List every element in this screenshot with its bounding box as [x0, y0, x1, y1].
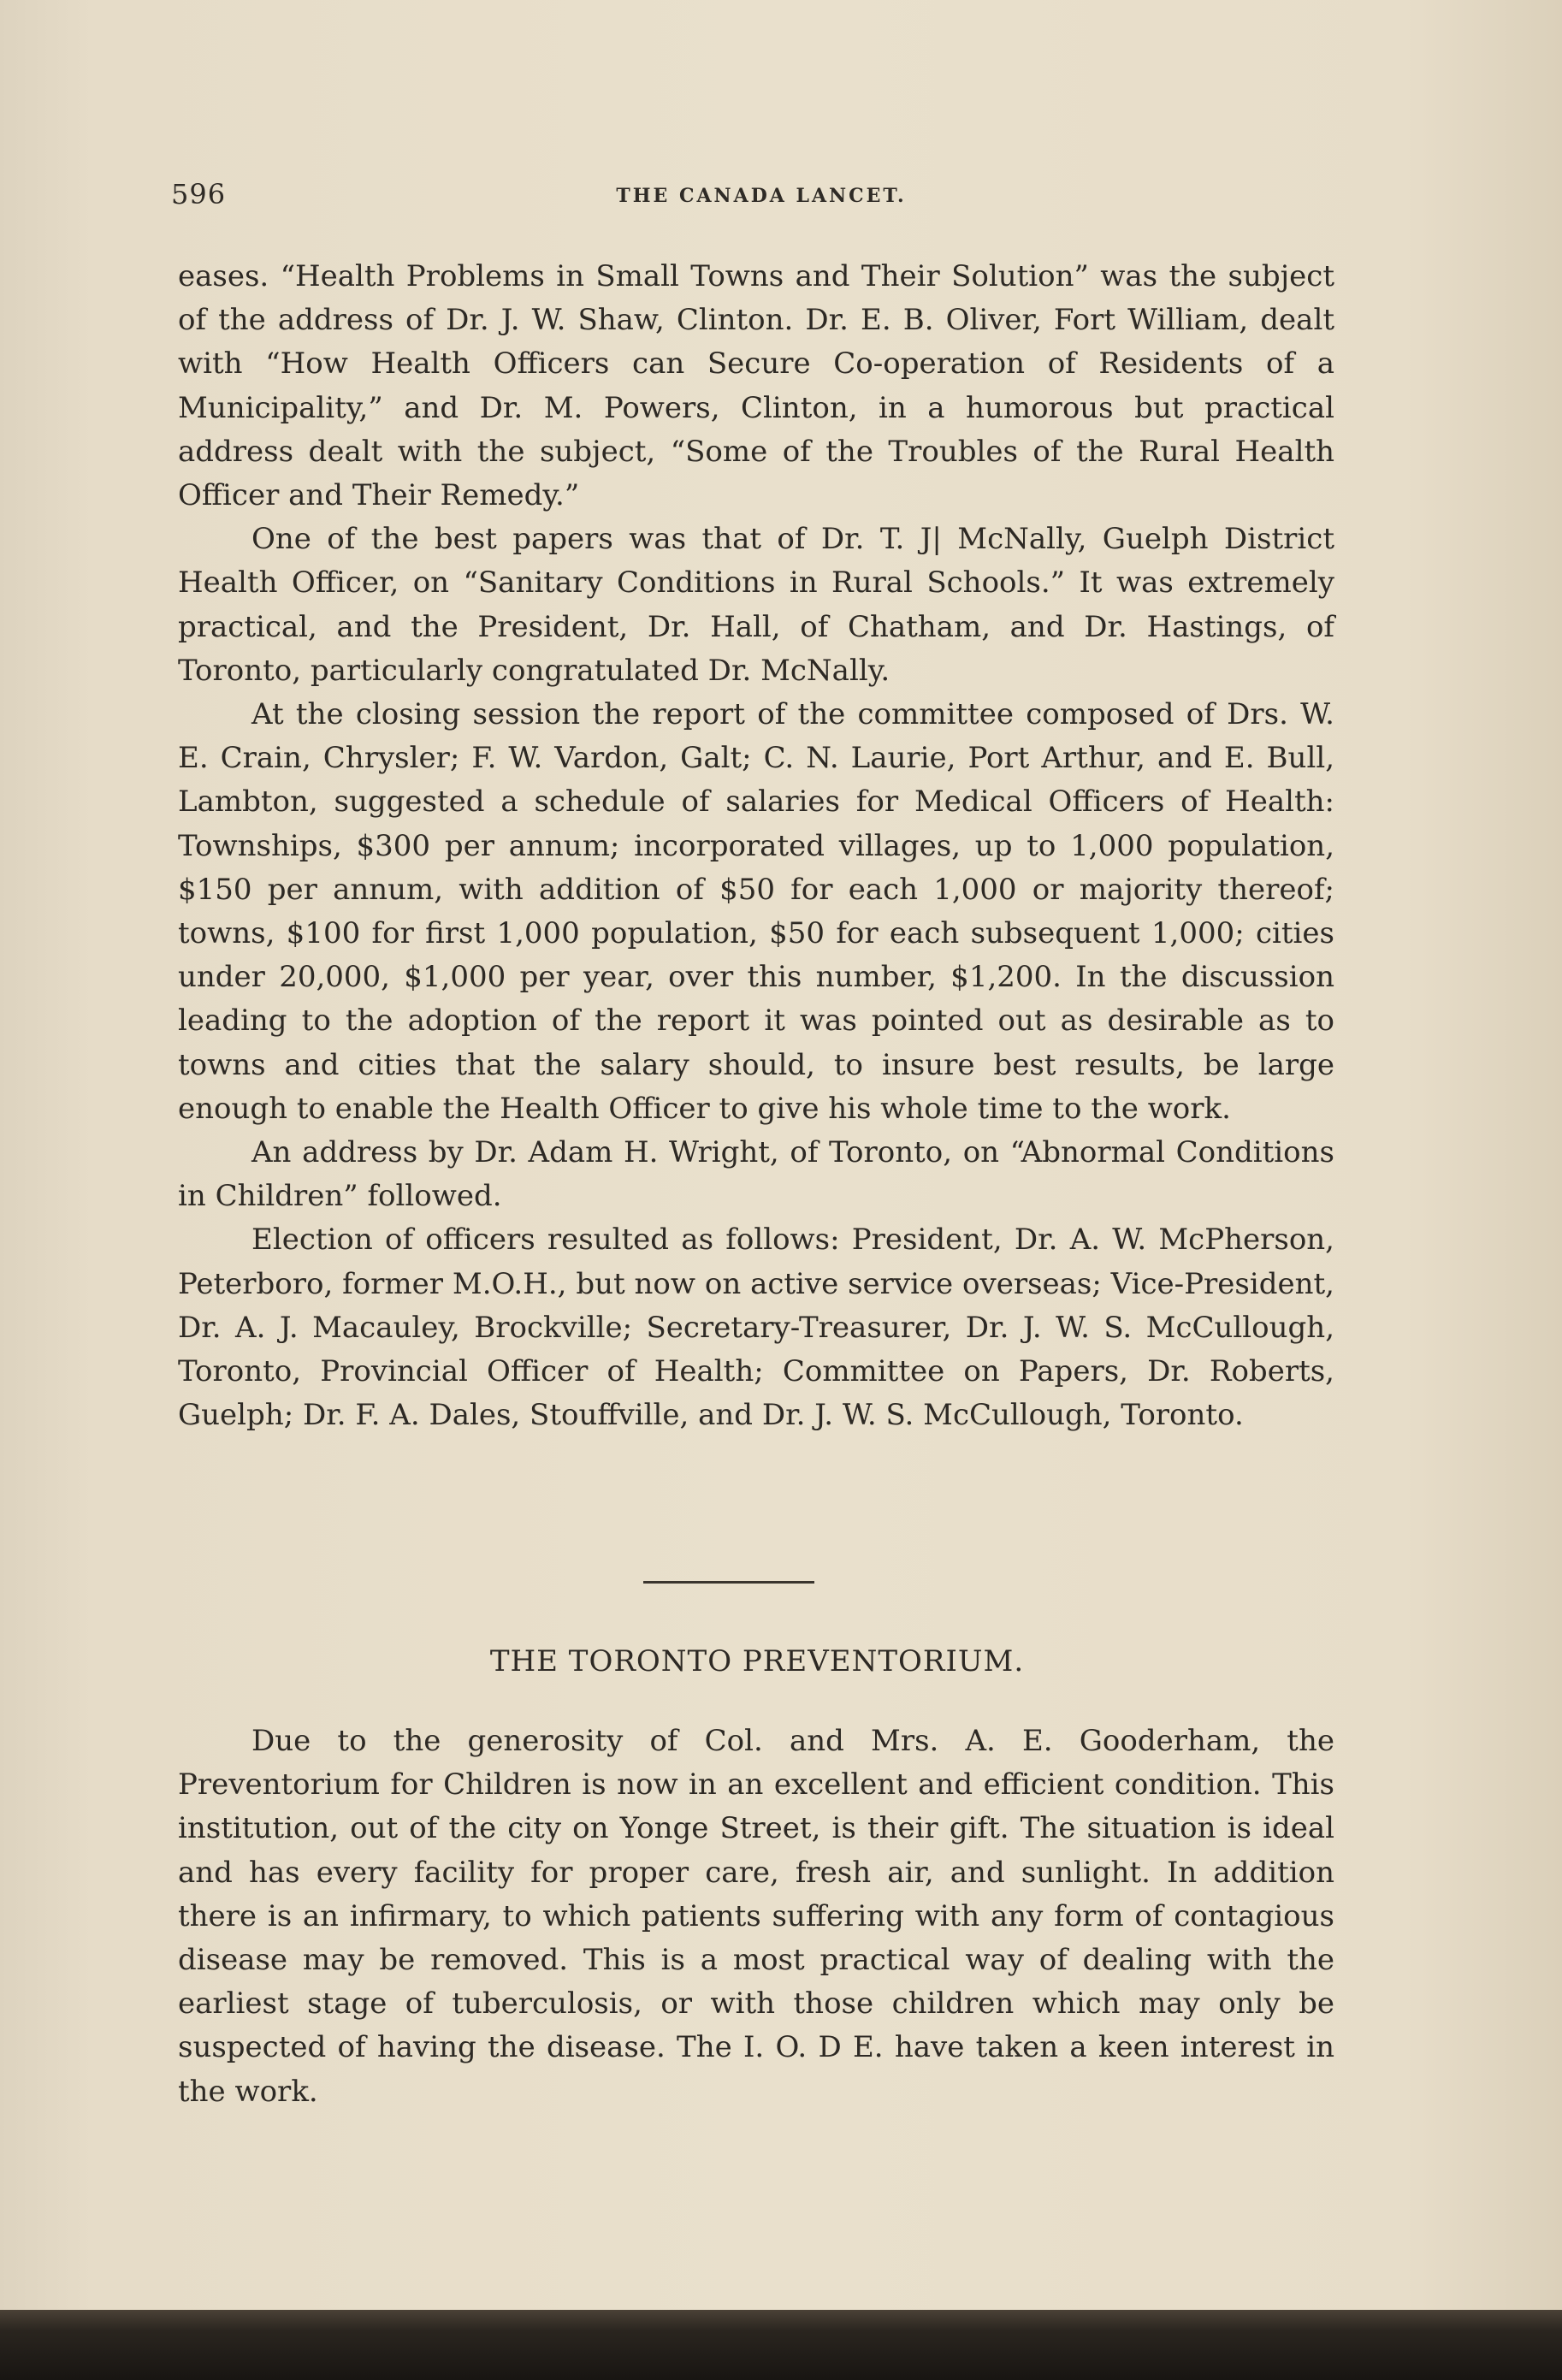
- paragraph: One of the best papers was that of Dr. T. J| McNally, Guelph District Health Officer, on “Sanitary Conditions in Rural Schools.” It was extremely practical, and the President, Dr. Hall, of Chatham, and Dr. Hastings, of Toronto, particularly congratulated Dr. McNally.: [178, 522, 1334, 688]
- running-head: [171, 178, 1352, 212]
- article-continuation: [178, 255, 1334, 1437]
- book-binding-edge: [0, 2310, 1562, 2380]
- paragraph: At the closing session the report of the committee composed of Drs. W. E. Crain, Chrysler; F. W. Vardon, Galt; C. N. Laurie, Port Arthur, and E. Bull, Lambton, suggested a schedule of salaries for Medical Officers of Health: Townships, $300 per annum; incorporated villages, up to 1,000 population, $150 per annum, with addition of $50 for each 1,000 or majority thereof; towns, $100 for first 1,000 population, $50 for each subsequent 1,000; cities under 20,000, $1,000 per year, over this number, $1,200. In the discussion leading to the adoption of the report it was pointed out as desirable as to towns and cities that the salary should, to insure best results, be large enough to enable the Health Officer to give his whole time to the work.: [178, 697, 1334, 1126]
- section-heading: THE TORONTO PREVENTORIUM.: [489, 1644, 1025, 1678]
- paragraph: Due to the generosity of Col. and Mrs. A. E. Gooderham, the Preventorium for Children is now in an excellent and efficient condition. This institution, out of the city on Yonge Street, is their gift. The situation is ideal and has every facility for proper care, fresh air, and sunlight. In addition there is an infirmary, to which patients suffering with any form of contagious disease may be removed. This is a most practical way of dealing with the earliest stage of tuberculosis, or with those children which may only be suspected of having the disease. The I. O. D E. have taken a keen interest in the work.: [178, 1724, 1334, 2109]
- preventorium-article: [178, 1720, 1334, 2114]
- paragraph: Election of officers resulted as follows: President, Dr. A. W. McPherson, Peterboro, former M.O.H., but now on active service overseas; Vice-President, Dr. A. J. Macauley, Brockville; Secretary-Treasurer, Dr. J. W. S. McCullough, Toronto, Provincial Officer of Health; Committee on Papers, Dr. Roberts, Guelph; Dr. F. A. Dales, Stouffville, and Dr. J. W. S. McCullough, Toronto.: [178, 1223, 1334, 1433]
- section-divider: [643, 1581, 814, 1584]
- paragraph: eases. “Health Problems in Small Towns and Their Solution” was the subject of the address of Dr. J. W. Shaw, Clinton. Dr. E. B. Oliver, Fort William, dealt with “How Health Officers can Secure Co-operation of Residents of a Municipality,” and Dr. M. Powers, Clinton, in a humorous but practical address dealt with the subject, “Some of the Troubles of the Rural Health Officer and Their Remedy.”: [178, 259, 1334, 513]
- page-number: 596: [171, 178, 227, 210]
- journal-title: THE CANADA LANCET.: [616, 185, 907, 207]
- paragraph: An address by Dr. Adam H. Wright, of Toronto, on “Abnormal Conditions in Children” followed.: [178, 1135, 1334, 1214]
